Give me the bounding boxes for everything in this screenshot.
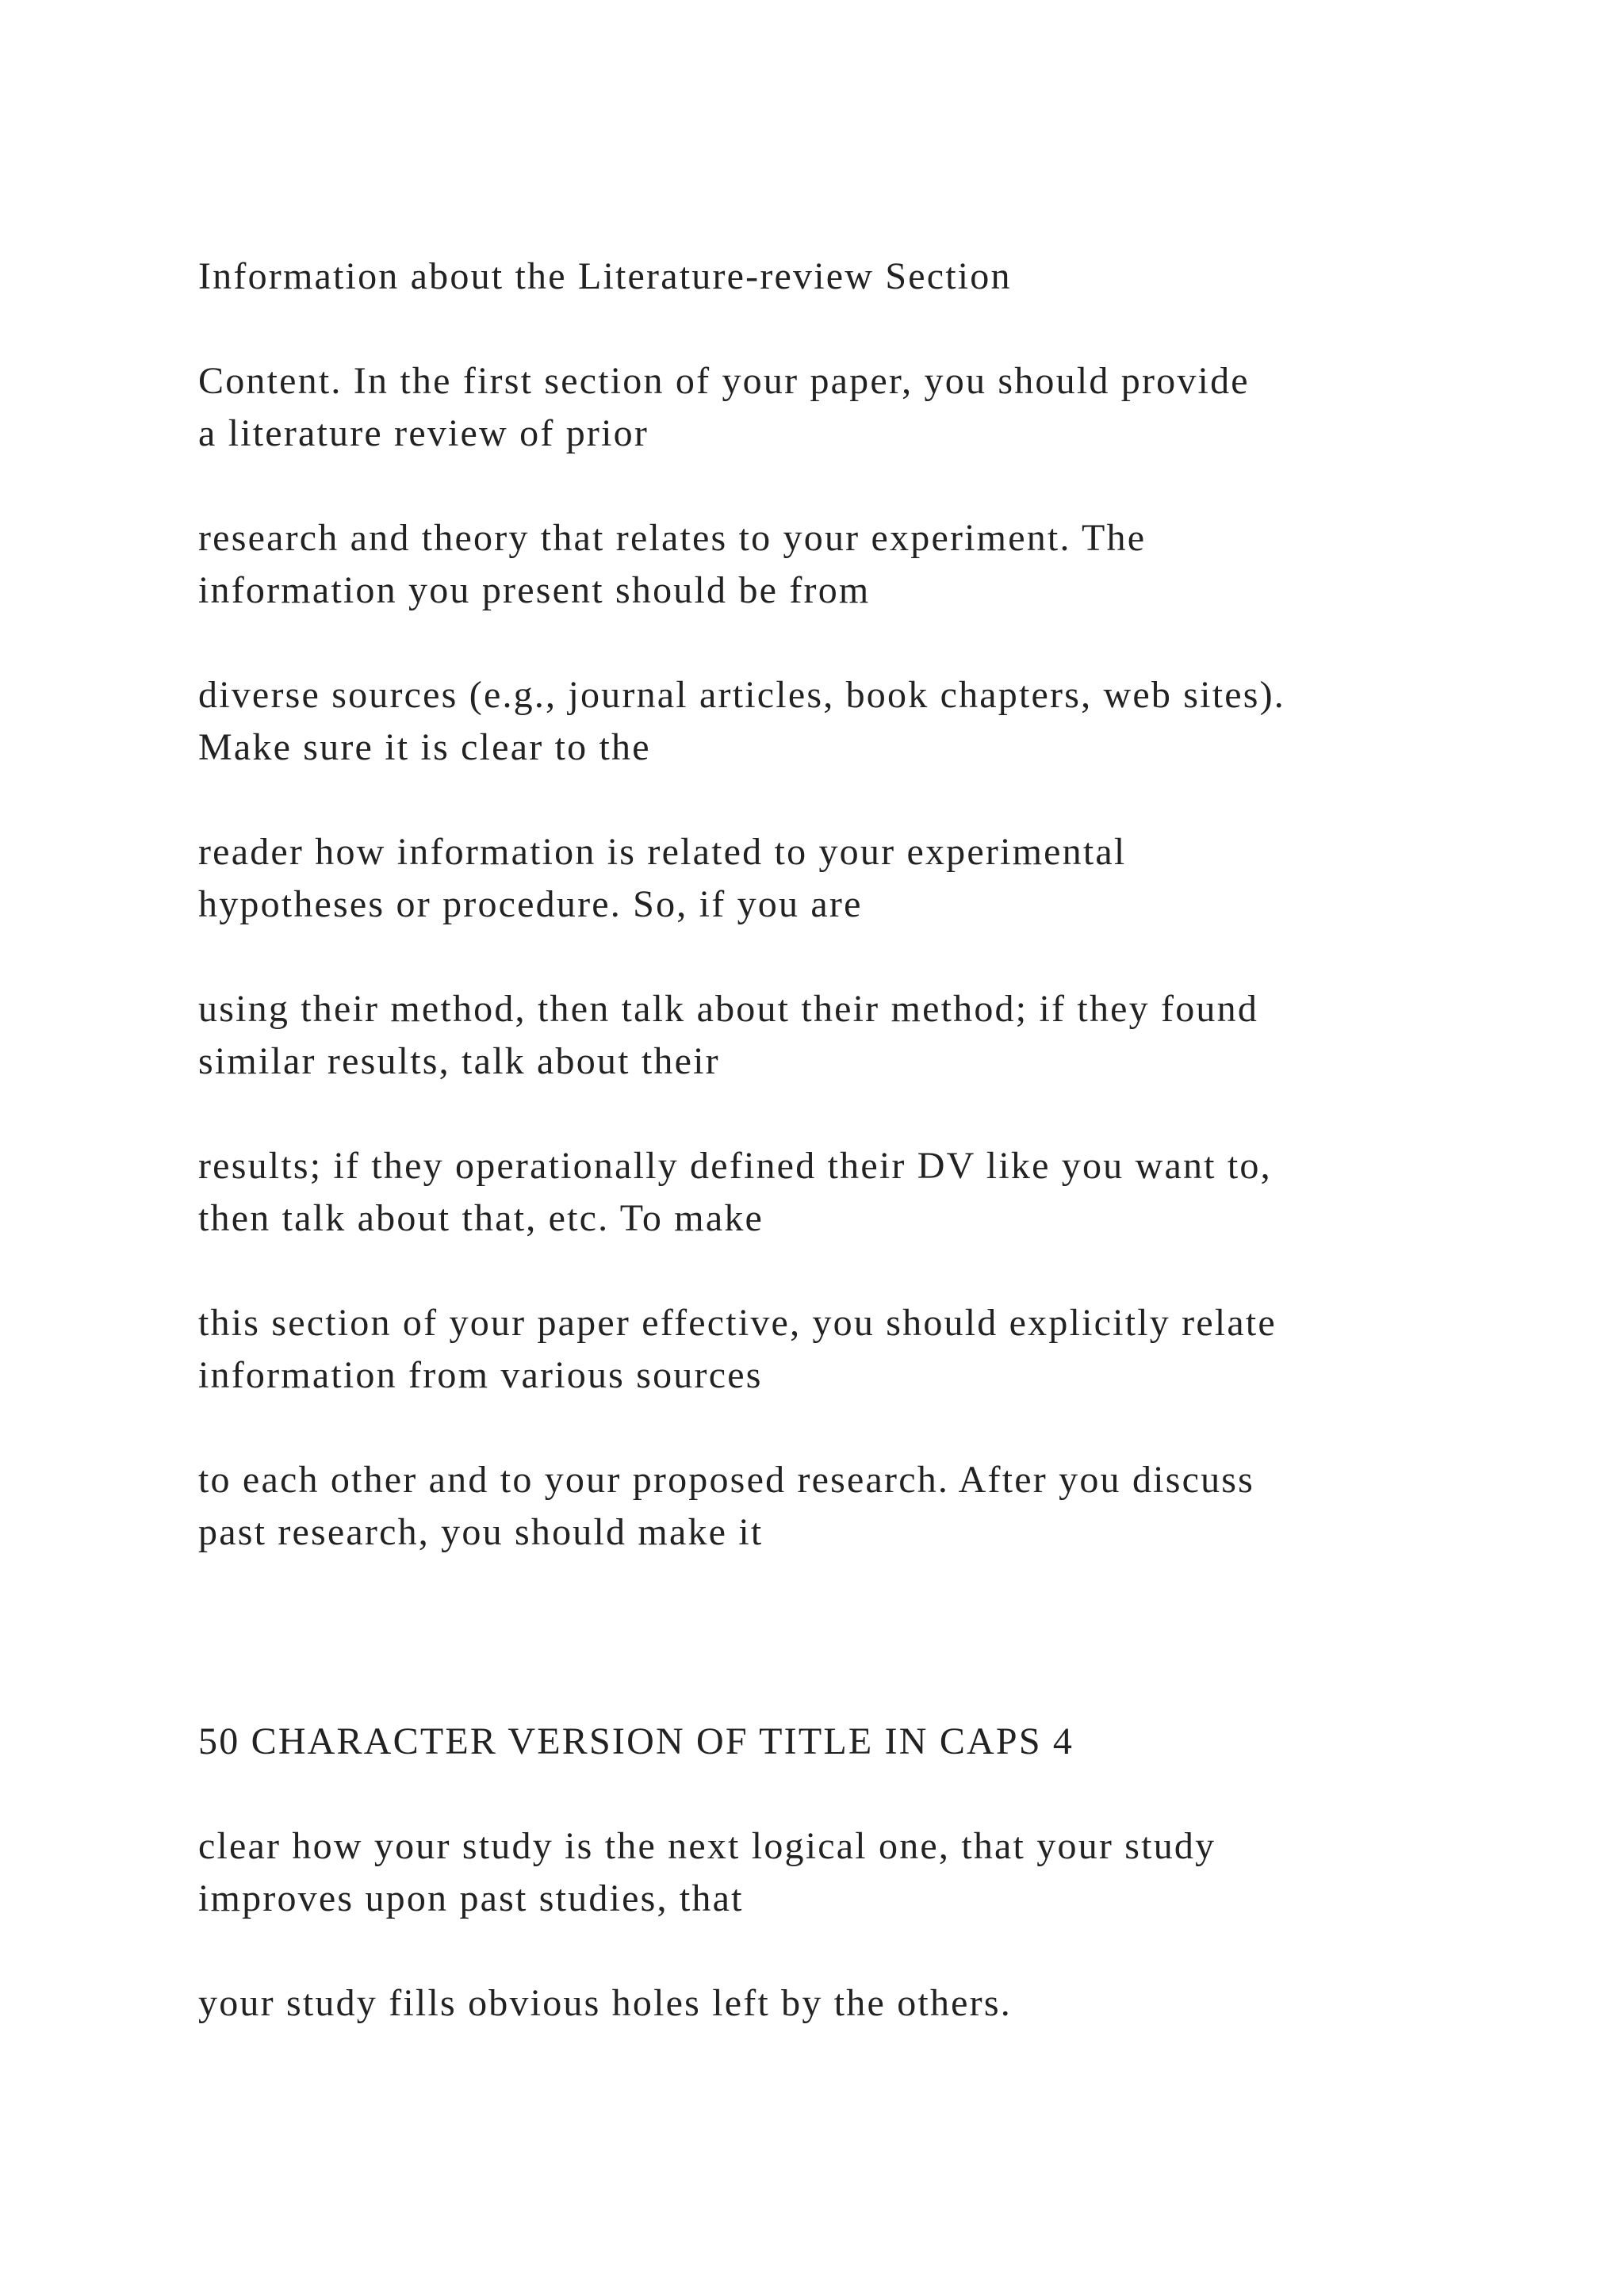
paragraph-line: clear how your study is the next logical one, that your study <box>198 1825 1216 1867</box>
paragraph-line: improves upon past studies, that <box>198 1877 744 1919</box>
paragraph-line: then talk about that, etc. To make <box>198 1197 764 1239</box>
paragraph-line: Make sure it is clear to the <box>198 726 651 768</box>
paragraph-line: similar results, talk about their <box>198 1040 720 1082</box>
paragraph-line: your study fills obvious holes left by the others. <box>198 1982 1012 2024</box>
paragraph-line: Content. In the first section of your paper, you should provide <box>198 360 1250 402</box>
paragraph-line: a literature review of prior <box>198 412 649 454</box>
section-heading: Information about the Literature-review Section <box>198 255 1012 297</box>
paragraph-line: information you present should be from <box>198 569 871 611</box>
paragraph-line: results; if they operationally defined their DV like you want to, <box>198 1145 1272 1187</box>
paragraph-line: past research, you should make it <box>198 1511 764 1553</box>
running-head: 50 CHARACTER VERSION OF TITLE IN CAPS 4 <box>198 1720 1074 1762</box>
paragraph-line: hypotheses or procedure. So, if you are <box>198 883 863 925</box>
paragraph-line: to each other and to your proposed research. After you discuss <box>198 1459 1255 1501</box>
paragraph-line: research and theory that relates to your experiment. The <box>198 517 1147 559</box>
paragraph-line: reader how information is related to your experimental <box>198 831 1127 873</box>
paragraph-line: this section of your paper effective, you should explicitly relate <box>198 1302 1277 1344</box>
paragraph-line: information from various sources <box>198 1354 763 1396</box>
paragraph-line: diverse sources (e.g., journal articles, book chapters, web sites). <box>198 674 1286 716</box>
paragraph-line: using their method, then talk about their method; if they found <box>198 988 1259 1030</box>
